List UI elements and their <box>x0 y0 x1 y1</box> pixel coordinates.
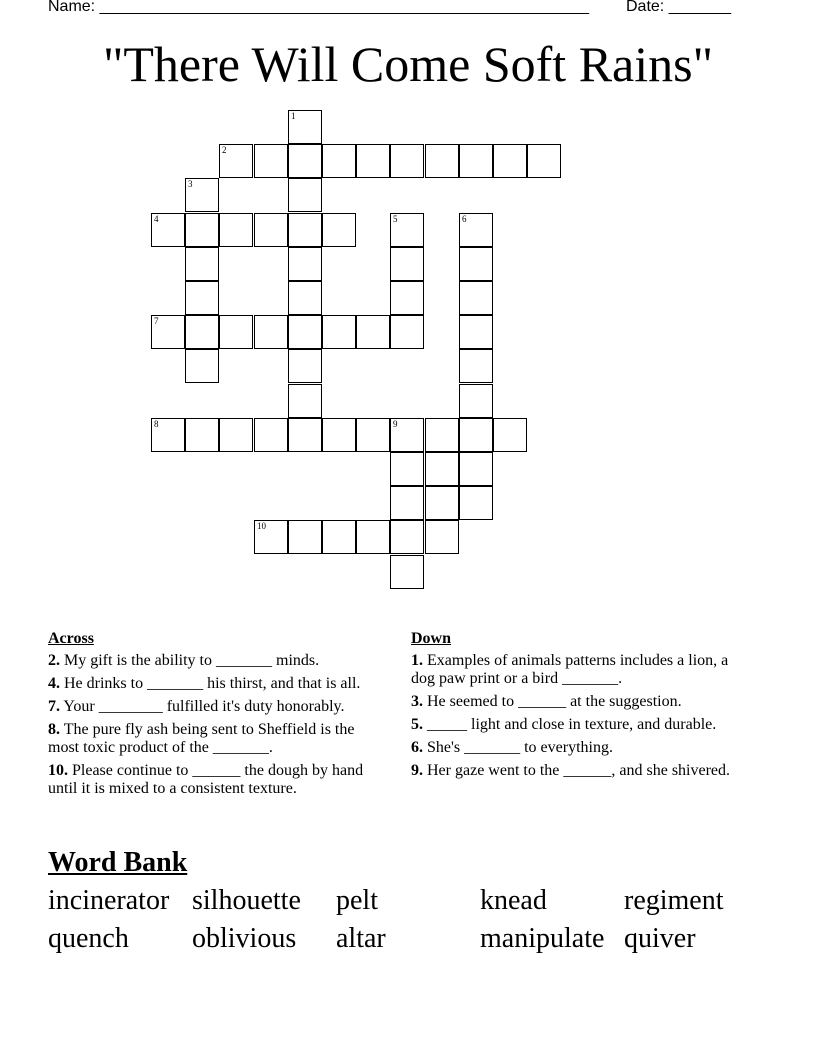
grid-cell[interactable] <box>185 281 219 315</box>
grid-cell[interactable] <box>254 315 288 349</box>
clue-number: 5 <box>393 214 398 224</box>
grid-cell[interactable] <box>185 349 219 383</box>
grid-cell[interactable] <box>390 452 424 486</box>
across-clue: 2. My gift is the ability to _______ minds. <box>48 652 320 669</box>
grid-cell[interactable] <box>356 144 390 178</box>
grid-cell[interactable] <box>219 418 253 452</box>
grid-cell[interactable] <box>322 520 356 554</box>
grid-cell[interactable] <box>459 418 493 452</box>
grid-cell[interactable] <box>288 281 322 315</box>
grid-cell[interactable] <box>151 418 185 452</box>
grid-cell[interactable] <box>254 213 288 247</box>
word-bank-word: quiver <box>624 923 696 954</box>
word-bank-word: knead <box>480 885 547 916</box>
grid-cell[interactable] <box>390 315 424 349</box>
grid-cell[interactable] <box>185 247 219 281</box>
grid-cell[interactable] <box>288 418 322 452</box>
grid-cell[interactable] <box>288 213 322 247</box>
grid-cell[interactable] <box>425 452 459 486</box>
grid-cell[interactable] <box>390 213 424 247</box>
clue-number: 7 <box>154 316 159 326</box>
grid-cell[interactable] <box>219 213 253 247</box>
grid-cell[interactable] <box>425 520 459 554</box>
grid-cell[interactable] <box>185 418 219 452</box>
grid-cell[interactable] <box>493 144 527 178</box>
grid-cell[interactable] <box>459 144 493 178</box>
across-clue: 10. Please continue to ______ the dough by hand until it is mixed to a consistent texture. <box>48 762 364 797</box>
grid-cell[interactable] <box>288 384 322 418</box>
across-clue: 7. Your ________ fulfilled it's duty honorably. <box>48 698 345 715</box>
grid-cell[interactable] <box>185 213 219 247</box>
grid-cell[interactable] <box>356 520 390 554</box>
grid-cell[interactable] <box>425 418 459 452</box>
grid-cell[interactable] <box>322 418 356 452</box>
grid-cell[interactable] <box>185 178 219 212</box>
grid-cell[interactable] <box>459 213 493 247</box>
grid-cell[interactable] <box>459 281 493 315</box>
down-clue: 6. She's _______ to everything. <box>411 739 613 756</box>
word-bank-word: oblivious <box>192 923 297 954</box>
grid-cell[interactable] <box>390 247 424 281</box>
clue-number: 10 <box>257 521 266 531</box>
grid-cell[interactable] <box>390 418 424 452</box>
grid-cell[interactable] <box>527 144 561 178</box>
grid-cell[interactable] <box>151 213 185 247</box>
grid-cell[interactable] <box>288 315 322 349</box>
grid-cell[interactable] <box>390 486 424 520</box>
grid-cell[interactable] <box>459 384 493 418</box>
grid-cell[interactable] <box>390 281 424 315</box>
across-clues <box>48 630 382 803</box>
down-clues <box>411 630 741 785</box>
grid-cell[interactable] <box>322 144 356 178</box>
grid-cell[interactable] <box>219 315 253 349</box>
clue-number: 4 <box>154 214 159 224</box>
grid-cell[interactable] <box>185 315 219 349</box>
word-bank-word: quench <box>48 923 129 954</box>
down-clue: 3. He seemed to ______ at the suggestion. <box>411 693 682 710</box>
grid-cell[interactable] <box>254 418 288 452</box>
grid-cell[interactable] <box>288 178 322 212</box>
clue-number: 9 <box>393 419 398 429</box>
grid-cell[interactable] <box>493 418 527 452</box>
grid-cell[interactable] <box>390 555 424 589</box>
page-title: "There Will Come Soft Rains" <box>102 36 714 92</box>
across-clue: 4. He drinks to _______ his thirst, and that is all. <box>48 675 361 692</box>
down-clue: 9. Her gaze went to the ______, and she shivered. <box>411 762 731 779</box>
grid-cell[interactable] <box>459 486 493 520</box>
grid-cell[interactable] <box>219 144 253 178</box>
grid-cell[interactable] <box>390 144 424 178</box>
word-bank-word: altar <box>336 923 386 954</box>
grid-cell[interactable] <box>151 315 185 349</box>
grid-cell[interactable] <box>288 110 322 144</box>
grid-cell[interactable] <box>322 213 356 247</box>
grid-cell[interactable] <box>288 520 322 554</box>
word-bank-title: Word Bank <box>48 847 188 878</box>
grid-cell[interactable] <box>322 315 356 349</box>
down-heading: Down <box>411 630 452 647</box>
word-bank-word: silhouette <box>192 885 301 916</box>
grid-cell[interactable] <box>425 486 459 520</box>
grid-cell[interactable] <box>425 144 459 178</box>
across-heading: Across <box>48 630 94 647</box>
grid-cell[interactable] <box>254 144 288 178</box>
word-bank-word: incinerator <box>48 885 170 916</box>
word-bank-word: pelt <box>336 885 378 916</box>
date-line[interactable]: Date: _______ <box>626 0 731 15</box>
across-clue: 8. The pure fly ash being sent to Sheffield is the most toxic product of the _______. <box>48 721 355 756</box>
clue-number: 6 <box>462 214 467 224</box>
grid-cell[interactable] <box>459 349 493 383</box>
name-line[interactable]: Name: _______________________________________________________ <box>48 0 589 15</box>
clue-number: 3 <box>188 179 193 189</box>
grid-cell[interactable] <box>356 315 390 349</box>
grid-cell[interactable] <box>356 418 390 452</box>
grid-cell[interactable] <box>288 247 322 281</box>
word-bank-word: manipulate <box>480 923 605 954</box>
grid-cell[interactable] <box>288 349 322 383</box>
clue-number: 2 <box>222 145 227 155</box>
grid-cell[interactable] <box>459 452 493 486</box>
grid-cell[interactable] <box>459 315 493 349</box>
down-clue: 1. Examples of animals patterns includes a lion, a dog paw print or a bird _______. <box>411 652 729 687</box>
grid-cell[interactable] <box>459 247 493 281</box>
word-bank-word: regiment <box>624 885 724 916</box>
down-clue: 5. _____ light and close in texture, and durable. <box>411 716 717 733</box>
clue-number: 8 <box>154 419 159 429</box>
grid-cell[interactable] <box>254 520 288 554</box>
grid-cell[interactable] <box>390 520 424 554</box>
grid-cell[interactable] <box>288 144 322 178</box>
clue-number: 1 <box>291 111 296 121</box>
